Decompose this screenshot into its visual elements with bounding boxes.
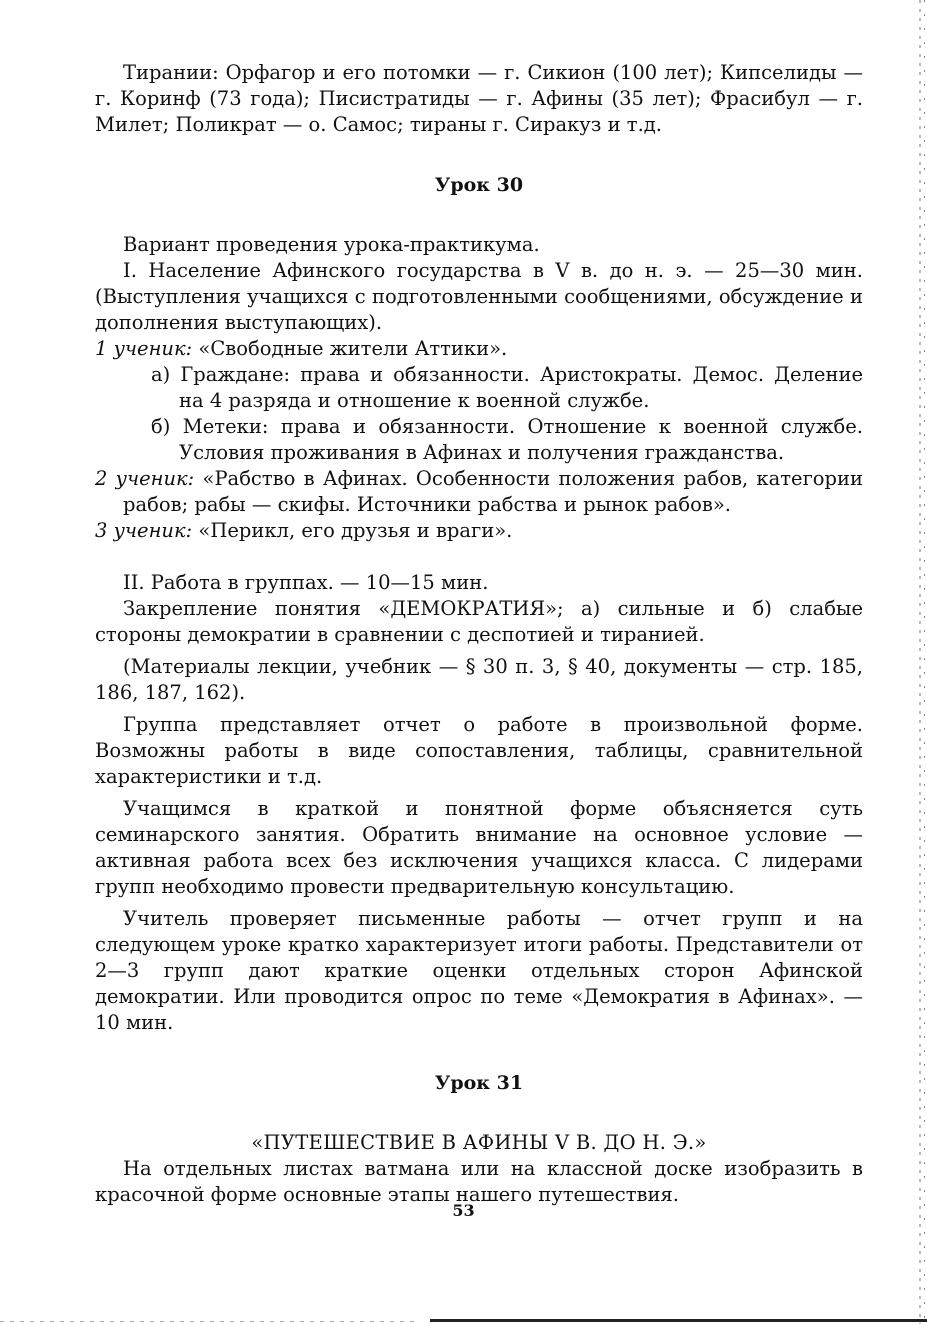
lesson-31-text: На отдельных листах ватмана или на классной доске изобразить в красочной форме основные этапы нашего путешествия. (95, 1157, 863, 1206)
group-report: Группа представляет отчет о работе в произвольной форме. Возможны работы в виде сопоставления, таблицы, сравнительной характеристики и т.д. (95, 713, 863, 788)
student-2-text: «Рабство в Афинах. Особенности положения рабов, категории рабов; рабы — скифы. Источники рабства и рынок рабов». (123, 467, 863, 516)
student-1-item-b: б) Метеки: права и обязанности. Отношение к военной службе. Условия проживания в Афинах и получения гражданства. (151, 415, 863, 464)
student-2-topic (95, 466, 863, 518)
page-content (95, 60, 863, 1208)
scan-edge-right (919, 0, 921, 1324)
student-3-topic (95, 518, 863, 544)
student-1-text: «Свободные жители Аттики». (192, 337, 508, 360)
student-2-label: 2 ученик: (95, 467, 195, 490)
lesson-30-heading: Урок 30 (434, 174, 524, 196)
student-3-label: 3 ученик: (95, 519, 193, 542)
lesson-31-heading: Урок 31 (434, 1072, 524, 1094)
student-3-text: «Перикл, его друзья и враги». (192, 519, 513, 542)
teacher-instructions: Учитель проверяет письменные работы — отчет групп и на следующем уроке кратко характеризует итоги работы. Представители от 2—3 групп дают краткие оценки отдельных сторон Афинской демократии. Или проводится опрос по теме «Демократия в Афинах». — 10 мин. (95, 907, 863, 1034)
part-2-groups: II. Работа в группах. — 10—15 мин. (123, 571, 489, 594)
student-1-label: 1 ученик: (95, 337, 193, 360)
scan-edge-bottom (430, 1319, 927, 1322)
democracy-consolidation: Закрепление понятия «ДЕМОКРАТИЯ»; а) сильные и б) слабые стороны демократии в сравнении с деспотией и тиранией. (95, 597, 863, 646)
materials-references: (Материалы лекции, учебник — § 30 п. 3, § 40, документы — стр. 185, 186, 187, 162). (95, 655, 863, 704)
practicum-variant: Вариант проведения урока-практикума. (123, 233, 540, 256)
student-1-item-a: а) Граждане: права и обязанности. Аристократы. Демос. Деление на 4 разряда и отношение к военной службе. (151, 363, 863, 412)
students-instructions: Учащимся в краткой и понятной форме объясняется суть семинарского занятия. Обратить внимание на основное условие — активная работа всех без исключения учащихся класса. С лидерами групп необходимо провести предварительную консультацию. (95, 797, 863, 898)
student-1-topic (95, 336, 863, 362)
scan-edge-right-dots (924, 0, 925, 1324)
part-1-population: I. Население Афинского государства в V в. до н. э. — 25—30 мин. (Выступления учащихся с подготовленными сообщениями, обсуждение и дополнения выступающих). (95, 259, 863, 334)
lesson-31-subtitle: «ПУТЕШЕСТВИЕ В АФИНЫ V В. ДО Н. Э.» (251, 1131, 707, 1154)
scan-edge-bottom-dashes (0, 1321, 420, 1322)
page-number: 53 (452, 1201, 475, 1220)
tyranny-paragraph: Тирании: Орфагор и его потомки — г. Сикион (100 лет); Кипселиды — г. Коринф (73 года); Писистратиды — г. Афины (35 лет); Фрасибул — г. Милет; Поликрат — о. Самос; тираны г. Сиракуз и т.д. (95, 61, 863, 136)
